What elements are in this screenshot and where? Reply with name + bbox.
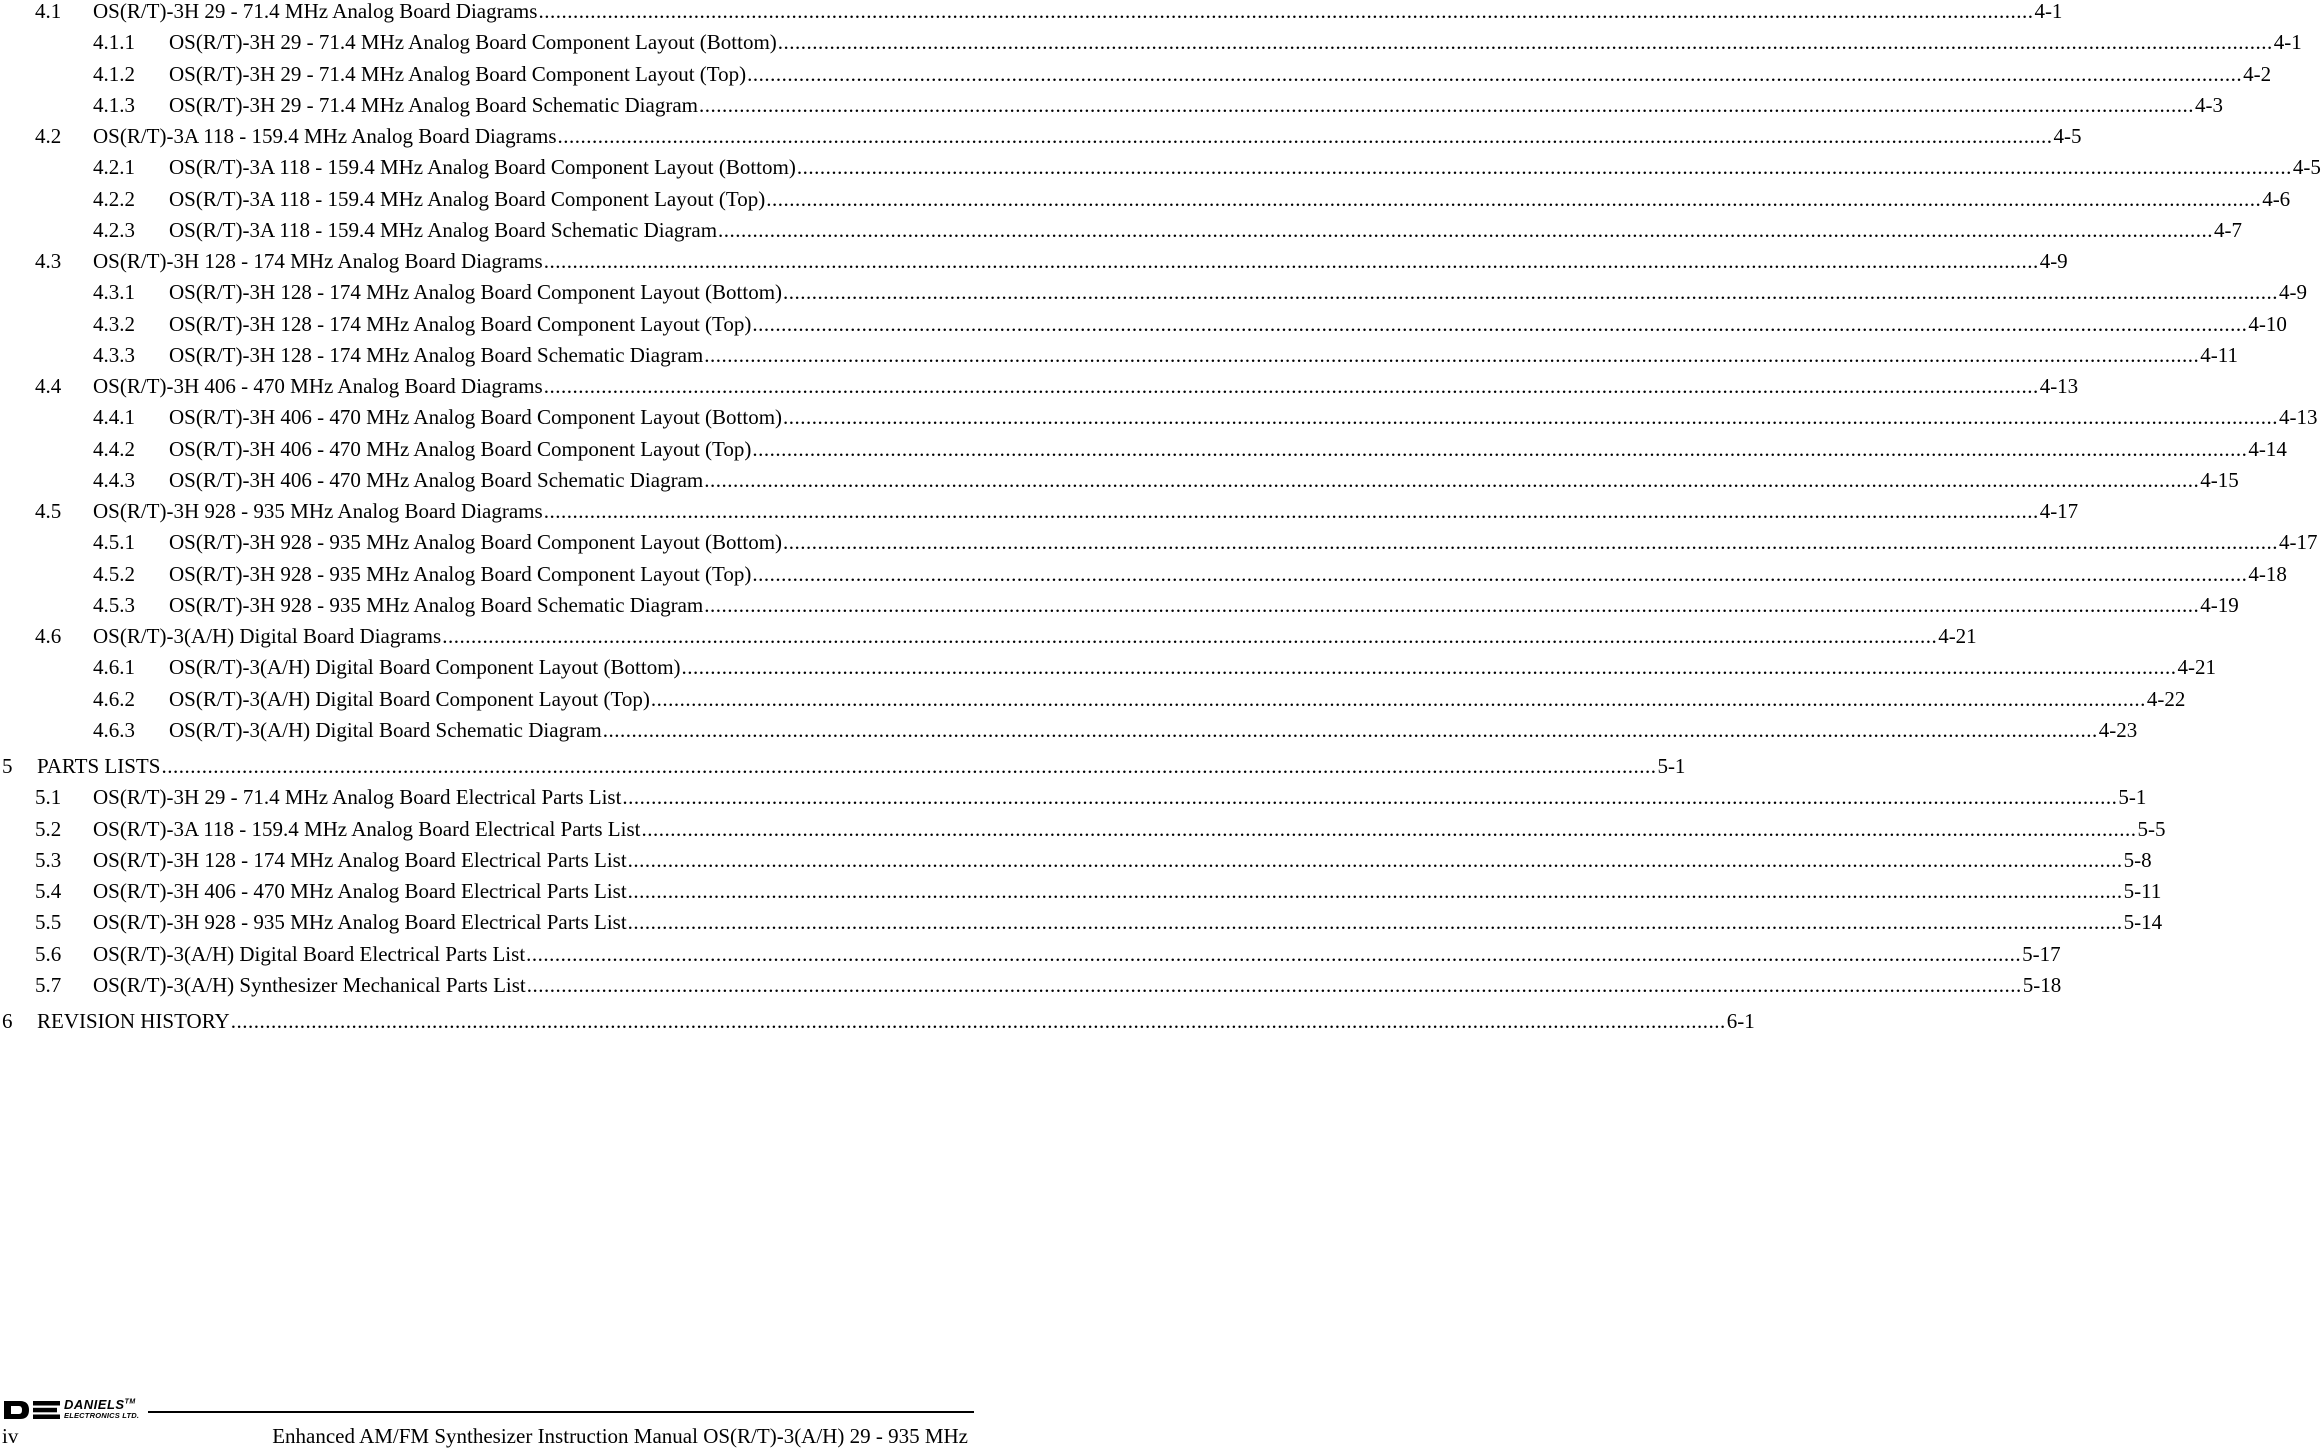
toc-dot-leader: .................................................................................................................................................................................................................................................................... bbox=[161, 754, 1657, 778]
toc-entry-page: 4-6 bbox=[2262, 186, 2291, 211]
toc-entry-page: 4-23 bbox=[2098, 717, 2138, 742]
toc-dot-leader: .................................................................................................................................................................................................................................................................... bbox=[627, 910, 2123, 935]
toc-entry-page: 4-3 bbox=[2194, 92, 2223, 117]
toc-entry-number: 4.4.3 bbox=[93, 467, 135, 492]
toc-entry-number: 4.5.1 bbox=[93, 530, 135, 555]
daniels-logo-mark-icon bbox=[2, 1397, 62, 1423]
toc-entry-title: OS(R/T)-3H 406 - 470 MHz Analog Board Electrical Parts List bbox=[93, 879, 627, 903]
toc-entry-page: 4-9 bbox=[2279, 280, 2308, 305]
toc-dot-leader: .................................................................................................................................................................................................................................................................... bbox=[704, 467, 2200, 492]
toc-entry-number: 4.3.3 bbox=[93, 342, 135, 367]
toc-entry-title: OS(R/T)-3A 118 - 159.4 MHz Analog Board Component Layout (Bottom) bbox=[169, 155, 796, 180]
toc-dot-leader: .................................................................................................................................................................................................................................................................... bbox=[777, 30, 2273, 55]
toc-entry-number: 4.6 bbox=[35, 624, 62, 648]
toc-entry-page: 4-5 bbox=[2292, 155, 2321, 180]
toc-dot-leader: .................................................................................................................................................................................................................................................................... bbox=[230, 1009, 1726, 1033]
toc-entry-title: PARTS LISTS bbox=[37, 754, 161, 778]
toc-dot-leader: .................................................................................................................................................................................................................................................................... bbox=[766, 186, 2262, 211]
toc-entry[interactable] bbox=[2, 753, 1686, 779]
toc-entry-page: 4-11 bbox=[2200, 342, 2238, 367]
toc-dot-leader: .................................................................................................................................................................................................................................................................... bbox=[602, 717, 2098, 742]
toc-dot-leader: .................................................................................................................................................................................................................................................................... bbox=[627, 847, 2123, 872]
toc-entry-title: OS(R/T)-3H 928 - 935 MHz Analog Board Electrical Parts List bbox=[93, 910, 627, 935]
toc-entry-page: 4-17 bbox=[2279, 530, 2318, 555]
toc-entry-title: OS(R/T)-3H 406 - 470 MHz Analog Board Diagrams bbox=[93, 374, 543, 398]
toc-entry[interactable] bbox=[93, 186, 2291, 212]
toc-entry-page: 4-1 bbox=[2034, 0, 2063, 23]
toc-entry-page: 6-1 bbox=[1726, 1009, 1755, 1033]
toc-dot-leader: .................................................................................................................................................................................................................................................................... bbox=[627, 879, 2123, 903]
toc-entry-number: 5.3 bbox=[35, 847, 62, 872]
toc-entry[interactable] bbox=[93, 154, 2321, 180]
toc-entry-title: OS(R/T)-3H 29 - 71.4 MHz Analog Board Component Layout (Bottom) bbox=[169, 30, 777, 55]
toc-entry-number: 4.5 bbox=[35, 499, 62, 523]
toc-entry-title: OS(R/T)-3H 29 - 71.4 MHz Analog Board Diagrams bbox=[93, 0, 538, 23]
toc-entry[interactable] bbox=[93, 279, 2308, 305]
toc-entry[interactable] bbox=[35, 878, 2162, 904]
toc-entry-title: OS(R/T)-3H 29 - 71.4 MHz Analog Board Schematic Diagram bbox=[169, 92, 698, 117]
toc-entry[interactable] bbox=[35, 123, 2082, 149]
toc-dot-leader: .................................................................................................................................................................................................................................................................... bbox=[543, 499, 2039, 523]
toc-entry-number: 4.2.3 bbox=[93, 217, 135, 242]
toc-entry[interactable] bbox=[35, 847, 2152, 873]
toc-entry[interactable] bbox=[35, 941, 2061, 967]
toc-entry[interactable] bbox=[35, 972, 2062, 998]
page-footer bbox=[0, 1395, 974, 1453]
toc-entry-title: OS(R/T)-3H 406 - 470 MHz Analog Board Schematic Diagram bbox=[169, 467, 704, 492]
toc-dot-leader: .................................................................................................................................................................................................................................................................... bbox=[526, 941, 2022, 966]
toc-dot-leader: .................................................................................................................................................................................................................................................................... bbox=[650, 686, 2146, 711]
page-number: iv bbox=[2, 1424, 19, 1448]
toc-entry-number: 4.2 bbox=[35, 124, 62, 148]
footer-rule bbox=[148, 1411, 974, 1413]
toc-dot-leader: .................................................................................................................................................................................................................................................................... bbox=[538, 0, 2034, 23]
toc-entry-title: OS(R/T)-3H 406 - 470 MHz Analog Board Component Layout (Top) bbox=[169, 436, 752, 461]
toc-entry[interactable] bbox=[93, 311, 2287, 337]
toc-entry-title: OS(R/T)-3(A/H) Digital Board Component Layout (Top) bbox=[169, 686, 650, 711]
toc-entry-title: OS(R/T)-3H 128 - 174 MHz Analog Board Component Layout (Top) bbox=[169, 311, 752, 336]
toc-entry-title: OS(R/T)-3H 128 - 174 MHz Analog Board Diagrams bbox=[93, 249, 543, 273]
toc-entry-number: 5 bbox=[2, 754, 13, 778]
toc-entry-title: OS(R/T)-3(A/H) Synthesizer Mechanical Parts List bbox=[93, 972, 526, 997]
toc-entry-title: OS(R/T)-3H 928 - 935 MHz Analog Board Component Layout (Bottom) bbox=[169, 530, 783, 555]
toc-dot-leader: .................................................................................................................................................................................................................................................................... bbox=[783, 530, 2279, 555]
toc-entry-page: 5-8 bbox=[2123, 847, 2152, 872]
toc-entry-number: 4.2.2 bbox=[93, 186, 135, 211]
toc-entry[interactable] bbox=[35, 248, 2068, 274]
toc-entry-page: 4-22 bbox=[2146, 686, 2186, 711]
toc-dot-leader: .................................................................................................................................................................................................................................................................... bbox=[681, 655, 2177, 680]
manual-title: Enhanced AM/FM Synthesizer Instruction Manual OS(R/T)-3(A/H) 29 - 935 MHz bbox=[272, 1424, 968, 1448]
toc-entry[interactable] bbox=[93, 342, 2238, 368]
toc-entry-number: 4.3 bbox=[35, 249, 62, 273]
toc-dot-leader: .................................................................................................................................................................................................................................................................... bbox=[704, 342, 2200, 367]
toc-entry-title: OS(R/T)-3(A/H) Digital Board Component Layout (Bottom) bbox=[169, 655, 681, 680]
toc-entry-page: 4-7 bbox=[2214, 217, 2243, 242]
toc-entry-number: 4.5.3 bbox=[93, 592, 135, 617]
toc-entry-number: 4.6.1 bbox=[93, 655, 135, 680]
toc-entry-number: 4.3.1 bbox=[93, 280, 135, 305]
toc-entry-title: OS(R/T)-3H 928 - 935 MHz Analog Board Schematic Diagram bbox=[169, 592, 704, 617]
toc-entry[interactable] bbox=[93, 561, 2287, 587]
toc-entry-page: 4-21 bbox=[1938, 624, 1977, 648]
toc-entry[interactable] bbox=[93, 217, 2243, 243]
toc-entry-title: OS(R/T)-3H 29 - 71.4 MHz Analog Board Component Layout (Top) bbox=[169, 61, 747, 86]
toc-dot-leader: .................................................................................................................................................................................................................................................................... bbox=[752, 311, 2248, 336]
toc-entry[interactable] bbox=[93, 467, 2239, 493]
toc-entry-title: OS(R/T)-3H 29 - 71.4 MHz Analog Board Electrical Parts List bbox=[93, 785, 622, 810]
toc-entry-page: 4-13 bbox=[2279, 405, 2318, 430]
toc-entry[interactable] bbox=[35, 623, 1977, 649]
toc-entry-number: 5.7 bbox=[35, 972, 62, 997]
toc-entry-number: 4.4 bbox=[35, 374, 62, 398]
toc-dot-leader: .................................................................................................................................................................................................................................................................... bbox=[747, 61, 2243, 86]
toc-entry-number: 4.1 bbox=[35, 0, 62, 23]
toc-entry-number: 5.6 bbox=[35, 941, 62, 966]
logo-brand-text: DANIELS™ bbox=[64, 1397, 136, 1412]
toc-dot-leader: .................................................................................................................................................................................................................................................................... bbox=[783, 280, 2279, 305]
toc-entry-page: 4-5 bbox=[2053, 124, 2082, 148]
toc-dot-leader: .................................................................................................................................................................................................................................................................... bbox=[698, 92, 2194, 117]
toc-entry-number: 4.1.3 bbox=[93, 92, 135, 117]
toc-entry-page: 5-5 bbox=[2137, 816, 2166, 841]
toc-entry-number: 4.4.1 bbox=[93, 405, 135, 430]
toc-entry-page: 5-18 bbox=[2022, 972, 2062, 997]
toc-entry-number: 5.5 bbox=[35, 910, 62, 935]
toc-dot-leader: .................................................................................................................................................................................................................................................................... bbox=[704, 592, 2200, 617]
toc-entry-number: 4.6.3 bbox=[93, 717, 135, 742]
toc-dot-leader: .................................................................................................................................................................................................................................................................... bbox=[796, 155, 2292, 180]
toc-entry-number: 5.4 bbox=[35, 879, 62, 903]
toc-entry[interactable] bbox=[93, 92, 2223, 118]
toc-entry[interactable] bbox=[93, 654, 2217, 680]
toc-dot-leader: .................................................................................................................................................................................................................................................................... bbox=[752, 436, 2248, 461]
toc-entry-number: 4.1.1 bbox=[93, 30, 135, 55]
toc-entry-page: 5-1 bbox=[1657, 754, 1686, 778]
toc-entry-title: OS(R/T)-3H 928 - 935 MHz Analog Board Diagrams bbox=[93, 499, 543, 523]
toc-entry-title: OS(R/T)-3A 118 - 159.4 MHz Analog Board Electrical Parts List bbox=[93, 816, 641, 841]
toc-entry[interactable] bbox=[93, 686, 2186, 712]
toc-entry-title: OS(R/T)-3(A/H) Digital Board Electrical Parts List bbox=[93, 941, 526, 966]
toc-entry-title: OS(R/T)-3H 128 - 174 MHz Analog Board Schematic Diagram bbox=[169, 342, 704, 367]
toc-entry-number: 6 bbox=[2, 1009, 13, 1033]
toc-entry[interactable] bbox=[93, 29, 2302, 55]
toc-dot-leader: .................................................................................................................................................................................................................................................................... bbox=[622, 785, 2118, 810]
toc-entry-page: 4-21 bbox=[2177, 655, 2217, 680]
daniels-logo bbox=[2, 1397, 152, 1423]
toc-dot-leader: .................................................................................................................................................................................................................................................................... bbox=[718, 217, 2214, 242]
toc-dot-leader: .................................................................................................................................................................................................................................................................... bbox=[641, 816, 2137, 841]
toc-entry[interactable] bbox=[35, 784, 2147, 810]
toc-entry-number: 4.4.2 bbox=[93, 436, 135, 461]
toc-entry-number: 4.5.2 bbox=[93, 561, 135, 586]
toc-entry-title: OS(R/T)-3A 118 - 159.4 MHz Analog Board Component Layout (Top) bbox=[169, 186, 766, 211]
toc-entry[interactable] bbox=[93, 61, 2272, 87]
toc-entry-page: 4-9 bbox=[2039, 249, 2068, 273]
toc-entry[interactable] bbox=[93, 592, 2239, 618]
toc-entry[interactable] bbox=[35, 0, 2063, 24]
toc-entry-title: OS(R/T)-3(A/H) Digital Board Schematic Diagram bbox=[169, 717, 602, 742]
toc-entry-number: 4.3.2 bbox=[93, 311, 135, 336]
toc-entry-page: 5-11 bbox=[2123, 879, 2162, 903]
toc-entry[interactable] bbox=[93, 404, 2318, 430]
toc-entry[interactable] bbox=[35, 373, 2079, 399]
toc-entry-page: 4-13 bbox=[2039, 374, 2079, 398]
toc-dot-leader: .................................................................................................................................................................................................................................................................... bbox=[543, 374, 2039, 398]
toc-entry-title: OS(R/T)-3H 128 - 174 MHz Analog Board Electrical Parts List bbox=[93, 847, 627, 872]
toc-entry-page: 5-1 bbox=[2118, 785, 2147, 810]
toc-entry-number: 4.1.2 bbox=[93, 61, 135, 86]
toc-entry[interactable] bbox=[2, 1008, 1755, 1034]
toc-entry[interactable] bbox=[93, 529, 2318, 555]
toc-dot-leader: .................................................................................................................................................................................................................................................................... bbox=[783, 405, 2279, 430]
toc-entry-title: OS(R/T)-3(A/H) Digital Board Diagrams bbox=[93, 624, 442, 648]
toc-dot-leader: .................................................................................................................................................................................................................................................................... bbox=[752, 561, 2248, 586]
toc-entry-page: 4-10 bbox=[2248, 311, 2287, 336]
toc-entry-page: 5-14 bbox=[2123, 910, 2163, 935]
toc-dot-leader: .................................................................................................................................................................................................................................................................... bbox=[557, 124, 2053, 148]
toc-entry[interactable] bbox=[35, 909, 2163, 935]
toc-entry-title: OS(R/T)-3A 118 - 159.4 MHz Analog Board Schematic Diagram bbox=[169, 217, 718, 242]
toc-entry[interactable] bbox=[93, 436, 2287, 462]
toc-entry-title: REVISION HISTORY bbox=[37, 1009, 230, 1033]
toc-entry-title: OS(R/T)-3H 128 - 174 MHz Analog Board Component Layout (Bottom) bbox=[169, 280, 783, 305]
toc-dot-leader: .................................................................................................................................................................................................................................................................... bbox=[526, 972, 2022, 997]
toc-entry-page: 4-1 bbox=[2273, 30, 2302, 55]
toc-entry-page: 5-17 bbox=[2022, 941, 2061, 966]
toc-entry-page: 4-15 bbox=[2200, 467, 2239, 492]
toc-entry-page: 4-14 bbox=[2248, 436, 2287, 461]
toc-entry[interactable] bbox=[35, 498, 2079, 524]
toc-entry-page: 4-18 bbox=[2248, 561, 2287, 586]
toc-entry-number: 5.2 bbox=[35, 816, 62, 841]
toc-dot-leader: .................................................................................................................................................................................................................................................................... bbox=[442, 624, 1938, 648]
toc-entry-number: 5.1 bbox=[35, 785, 62, 810]
toc-entry-page: 4-17 bbox=[2039, 499, 2079, 523]
toc-entry-number: 4.2.1 bbox=[93, 155, 135, 180]
toc-entry-page: 4-2 bbox=[2243, 61, 2272, 86]
toc-entry-title: OS(R/T)-3H 928 - 935 MHz Analog Board Component Layout (Top) bbox=[169, 561, 752, 586]
toc-dot-leader: .................................................................................................................................................................................................................................................................... bbox=[543, 249, 2039, 273]
toc-entry-title: OS(R/T)-3H 406 - 470 MHz Analog Board Component Layout (Bottom) bbox=[169, 405, 783, 430]
toc-entry-number: 4.6.2 bbox=[93, 686, 135, 711]
toc-entry[interactable] bbox=[35, 816, 2166, 842]
toc-entry[interactable] bbox=[93, 717, 2138, 743]
logo-sub-text: ELECTRONICS LTD. bbox=[64, 1411, 140, 1420]
toc-entry-title: OS(R/T)-3A 118 - 159.4 MHz Analog Board Diagrams bbox=[93, 124, 557, 148]
toc-entry-page: 4-19 bbox=[2200, 592, 2239, 617]
